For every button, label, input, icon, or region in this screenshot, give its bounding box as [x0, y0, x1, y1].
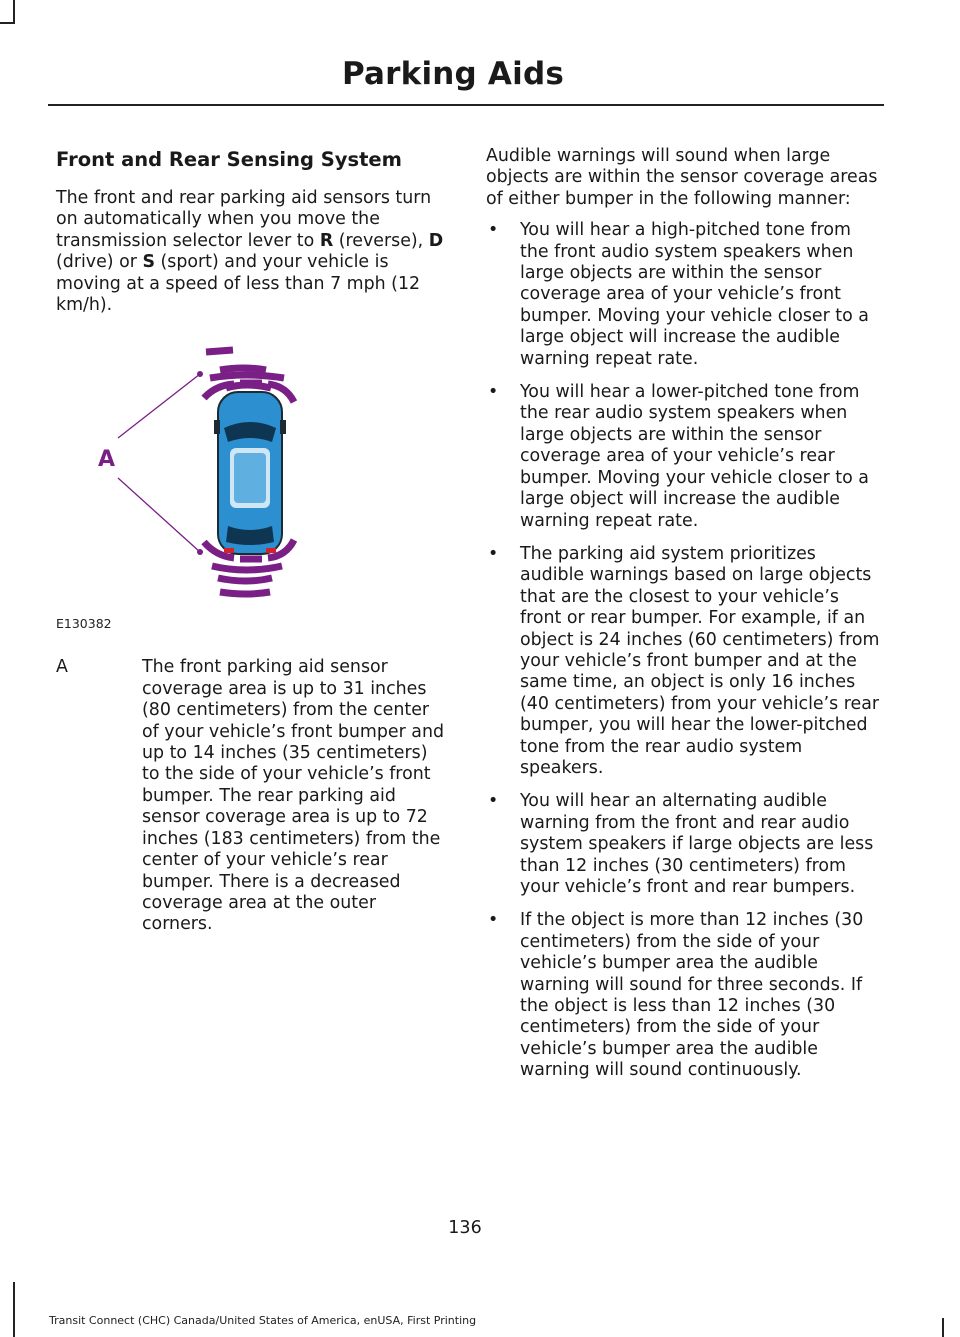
- rear-arc-row2: [212, 566, 282, 570]
- front-arc-row2: [220, 368, 266, 370]
- callout-description: The front parking aid sensor coverage area is up to 31 inches (80 centimeters) from the center of your vehicle’s front bumper and up to 14 inches (35 centimeters) to the side of your vehicle’s front bumper. The rear parking aid sensor coverage area is up to 72 inches (183 centimeters) from the center of your vehicle’s rear bumper. There is a decreased coverage area at the outer corners.: [142, 657, 445, 935]
- bullet-text: You will hear a lower-pitched tone from the rear audio system speakers when large objects are within the sensor coverage area of your vehicle’s rear bumper. Moving your vehicle closer to a large object will increase the audible warning repeat rate.: [520, 382, 869, 531]
- section-title: Front and Rear Sensing System: [56, 148, 402, 171]
- page-number: 136: [448, 1218, 482, 1238]
- header-rule: [48, 104, 884, 106]
- bullet-text: You will hear an alternating audible warning from the front and rear audio system speakers if large objects are less than 12 inches (30 centimeters) from your vehicle’s front and rear bumpers.: [520, 791, 874, 897]
- callout-line-rear: [118, 478, 200, 552]
- bullet-text: You will hear a high-pitched tone from the front audio system speakers when large objects are within the sensor coverage area of your vehicle’s front bumper. Moving your vehicle closer to a large object will increase the audible warning repeat rate.: [520, 220, 869, 369]
- intro-text-4: (sport) and your vehicle is moving at a speed of less than 7 mph (12 km/h).: [56, 252, 421, 316]
- intro-paragraph: [56, 188, 450, 316]
- bullet-text: If the object is more than 12 inches (30 centimeters) from the side of your vehicle’s bumper area the audible warning will sound for three seconds. If the object is less than 12 inches (30 centimeters) from the side of your vehicle’s bumper area the audible warning will sound continuously.: [520, 910, 864, 1081]
- crop-mark-bottom-right-v: [942, 1318, 944, 1337]
- front-arc-row3: [210, 375, 284, 378]
- bullet-dot: •: [488, 220, 499, 241]
- warning-bullet-list: [486, 220, 884, 1081]
- crop-mark-bottom-left-v: [13, 1282, 15, 1337]
- intro-text-3: (drive) or: [56, 252, 143, 273]
- intro-text-2: (reverse),: [333, 230, 429, 251]
- callout-letter: A: [56, 657, 68, 678]
- car-mirror-left: [214, 420, 220, 434]
- callout-a: [56, 657, 450, 935]
- callout-line-front: [118, 374, 200, 438]
- warnings-intro: Audible warnings will sound when large objects are within the sensor coverage areas of either bumper in the following manner:: [486, 146, 878, 209]
- page-header-title: Parking Aids: [341, 56, 564, 92]
- gear-r: R: [319, 230, 334, 251]
- bullet-dot: •: [488, 382, 499, 403]
- list-item: [486, 544, 884, 779]
- list-item: [486, 382, 884, 532]
- list-item: [486, 910, 884, 1081]
- figure-id: E130382: [56, 616, 112, 632]
- rear-arc-bottom: [220, 592, 270, 594]
- left-column: [56, 146, 450, 936]
- front-arc-inner: [226, 385, 271, 388]
- gear-s: S: [142, 252, 155, 273]
- footer-text: Transit Connect (CHC) Canada/United States of America, enUSA, First Printing: [49, 1314, 477, 1327]
- parking-sensor-illustration: [56, 330, 450, 635]
- list-item: [486, 220, 884, 370]
- crop-mark-top-left-v: [13, 0, 15, 24]
- list-item: [486, 791, 884, 898]
- car-taillight-left: [224, 548, 234, 553]
- bullet-dot: •: [488, 791, 499, 812]
- bullet-dot: •: [488, 543, 499, 564]
- car-roof-panel: [234, 453, 266, 503]
- crop-mark-top-left-h: [0, 22, 15, 24]
- right-column: [486, 146, 884, 1094]
- bullet-text: The parking aid system prioritizes audible warnings based on large objects that are the closest to your vehicle’s front or rear bumper. For example, if an object is 24 inches (60 centimeters) from your vehicle’s front bumper and at the same time, an object is only 16 inches (40 centimeters) from your vehicle’s rear bumper, you will hear the lower-pitched tone from the rear audio system speakers.: [520, 543, 880, 778]
- bullet-dot: •: [488, 910, 499, 931]
- car-mirror-right: [280, 420, 286, 434]
- rear-arc-row3: [218, 578, 272, 581]
- front-arc-top: [206, 350, 233, 352]
- callout-dot-front: [197, 371, 203, 377]
- parking-sensor-diagram: [56, 330, 450, 635]
- intro-text-1: The front and rear parking aid sensors turn on automatically when you move the transmission selector lever to: [56, 188, 432, 251]
- callout-label-a: A: [98, 447, 116, 473]
- gear-d: D: [428, 230, 444, 251]
- car-taillight-right: [266, 548, 276, 553]
- callout-dot-rear: [197, 549, 203, 555]
- car-top-view: [214, 392, 286, 554]
